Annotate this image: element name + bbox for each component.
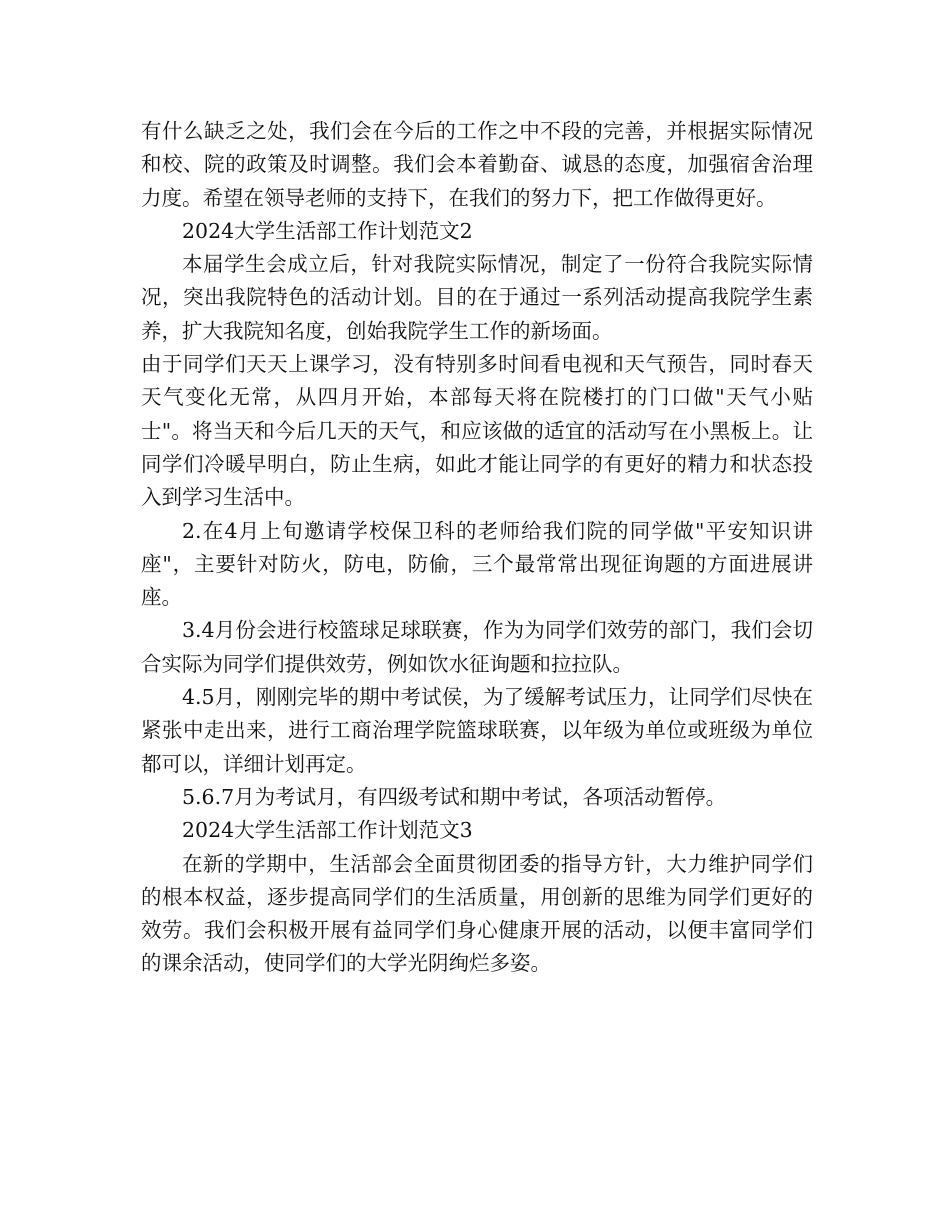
paragraph-1: 有什么缺乏之处，我们会在今后的工作之中不段的完善，并根据实际情况和校、院的政策及时调整。我们会本着勤奋、诚恳的态度，加强宿舍治理力度。希望在领导老师的支持下，在我们的努力下，把工作做得更好。 (141, 119, 813, 210)
paragraph-item-3: 3.4月份会进行校篮球足球联赛，作为为同学们效劳的部门，我们会切合实际为同学们提供效劳，例如饮水征询题和拉拉队。 (141, 618, 813, 676)
paragraph-weather-tips: 由于同学们天天上课学习，没有特别多时间看电视和天气预告，同时春天天气变化无常，从四月开始，本部每天将在院楼打的门口做"天气小贴士"。将当天和今后几天的天气，和应该做的适宜的活动写在小黑板上。让同学们冷暖早明白，防止生病，如此才能让同学的有更好的精力和状态投入到学习生活中。 (141, 352, 813, 510)
section-heading-2: 2024大学生活部工作计划范文2 (182, 218, 473, 243)
paragraph-item-2: 2.在4月上旬邀请学校保卫科的老师给我们院的同学做"平安知识讲座"，主要针对防火，防电，防偷，三个最常常出现征询题的方面进展讲座。 (141, 518, 813, 610)
paragraph-item-5: 5.6.7月为考试月，有四级考试和期中考试，各项活动暂停。 (182, 784, 727, 809)
section-heading-3: 2024大学生活部工作计划范文3 (182, 818, 473, 843)
document-page (141, 115, 813, 981)
paragraph-item-4: 4.5月，刚刚完毕的期中考试侯，为了缓解考试压力，让同学们尽快在紧张中走出来，进行工商治理学院篮球联赛，以年级为单位或班级为单位都可以，详细计划再定。 (141, 685, 813, 776)
paragraph-intro-3: 在新的学期中，生活部会全面贯彻团委的指导方针，大力维护同学们的根本权益，逐步提高同学们的生活质量，用创新的思维为同学们更好的效劳。我们会积极开展有益同学们身心健康开展的活动，以便丰富同学们的课余活动，使同学们的大学光阴绚烂多姿。 (141, 851, 813, 976)
paragraph-intro-2: 本届学生会成立后，针对我院实际情况，制定了一份符合我院实际情况，突出我院特色的活动计划。目的在于通过一系列活动提高我院学生素养，扩大我院知名度，创始我院学生工作的新场面。 (141, 252, 813, 343)
